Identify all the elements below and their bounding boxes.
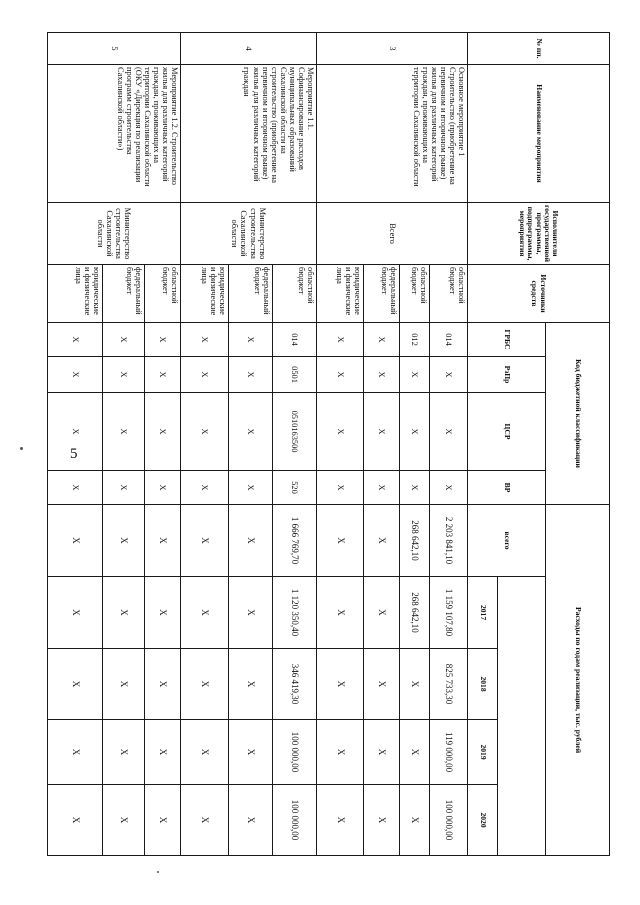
cell-total: 1 666 769,70 [273, 505, 317, 577]
cell-y2020: X [145, 785, 181, 856]
cell-csr: X [229, 393, 273, 471]
cell-y2019: X [145, 720, 181, 785]
cell-vr: 520 [273, 471, 317, 505]
table-row [430, 33, 468, 856]
cell-csr: 0510163500 [273, 393, 317, 471]
cell-vr: X [364, 471, 400, 505]
header-total: всего [468, 505, 546, 577]
cell-executor: Всего [317, 203, 468, 265]
cell-rzpr: X [229, 357, 273, 393]
header-2017: 2017 [468, 577, 498, 649]
table-body [48, 33, 468, 856]
cell-csr: X [364, 393, 400, 471]
header-grbs: ГРБС [468, 323, 546, 357]
cell-y2019: X [48, 720, 103, 785]
cell-y2018: 346 419,30 [273, 649, 317, 720]
cell-y2018: X [181, 649, 229, 720]
cell-y2018: X [145, 649, 181, 720]
cell-source: федеральный бюджет [229, 265, 273, 323]
cell-y2018: X [364, 649, 400, 720]
header-no: № пп. [468, 33, 610, 65]
cell-csr: X [430, 393, 468, 471]
cell-rzpr: X [48, 357, 103, 393]
cell-y2019: X [317, 720, 364, 785]
cell-source: областной бюджет [400, 265, 430, 323]
cell-activity-name: Основное мероприятие 1 Строительство (приобретение на первичном и вторичном рынке) жилья для различных категорий граждан, проживающих на территории Сахалинской области [317, 65, 468, 203]
cell-source: федеральный бюджет [103, 265, 145, 323]
cell-y2019: X [103, 720, 145, 785]
cell-total: X [181, 505, 229, 577]
cell-grbs: X [181, 323, 229, 357]
header-csr: ЦСР [468, 393, 546, 471]
cell-executor: Министерство строительства Сахалинской области [181, 203, 317, 265]
cell-csr: X [48, 393, 103, 471]
header-rzpr: РзПр [468, 357, 546, 393]
cell-grbs: 014 [273, 323, 317, 357]
header-2020: 2020 [468, 785, 498, 856]
cell-y2017: X [145, 577, 181, 649]
cell-total: X [229, 505, 273, 577]
cell-csr: X [103, 393, 145, 471]
header-2019: 2019 [468, 720, 498, 785]
header-2018: 2018 [468, 649, 498, 720]
cell-y2018: X [229, 649, 273, 720]
cell-y2017: X [48, 577, 103, 649]
cell-vr: X [145, 471, 181, 505]
cell-source: юридические и физические лица [181, 265, 229, 323]
cell-rzpr: X [317, 357, 364, 393]
cell-row-no: 3 [317, 33, 468, 65]
cell-row-no: 5 [48, 33, 181, 65]
cell-vr: X [181, 471, 229, 505]
header-vr: ВР [468, 471, 546, 505]
cell-grbs: X [103, 323, 145, 357]
cell-csr: X [181, 393, 229, 471]
cell-y2020: 100 000,00 [273, 785, 317, 856]
cell-grbs: 014 [430, 323, 468, 357]
cell-grbs: X [364, 323, 400, 357]
header-budget-class: Код бюджетной классификации [546, 323, 610, 505]
cell-y2017: 1 159 107,80 [430, 577, 468, 649]
cell-y2017: X [317, 577, 364, 649]
cell-grbs: 012 [400, 323, 430, 357]
cell-rzpr: X [181, 357, 229, 393]
cell-source: федеральный бюджет [364, 265, 400, 323]
cell-source: областной бюджет [273, 265, 317, 323]
header-row-1 [546, 33, 610, 856]
cell-y2020: X [317, 785, 364, 856]
cell-y2018: X [103, 649, 145, 720]
cell-total: X [317, 505, 364, 577]
cell-y2020: X [48, 785, 103, 856]
cell-y2019: X [364, 720, 400, 785]
cell-y2020: X [364, 785, 400, 856]
cell-y2019: 119 000,00 [430, 720, 468, 785]
cell-y2017: X [229, 577, 273, 649]
expenses-table [47, 32, 610, 856]
cell-source: областной бюджет [430, 265, 468, 323]
cell-total: X [145, 505, 181, 577]
cell-y2019: X [400, 720, 430, 785]
scan-speck [157, 871, 159, 873]
cell-y2017: 268 642,10 [400, 577, 430, 649]
cell-y2020: X [229, 785, 273, 856]
cell-y2017: X [181, 577, 229, 649]
cell-csr: X [317, 393, 364, 471]
cell-y2019: X [229, 720, 273, 785]
cell-vr: X [400, 471, 430, 505]
cell-y2019: X [181, 720, 229, 785]
rotated-table-area [70, 32, 610, 855]
cell-source: юридические и физические лица [48, 265, 103, 323]
cell-grbs: X [229, 323, 273, 357]
page-number: 5 [70, 446, 78, 462]
cell-total: X [364, 505, 400, 577]
cell-y2020: 100 000,00 [430, 785, 468, 856]
cell-source: областной бюджет [145, 265, 181, 323]
cell-csr: X [145, 393, 181, 471]
cell-activity-name: Мероприятие 1.1. Софинансирование расходов муниципальных образований Сахалинской области на строительство (приобретение на первичном и вторичном рынке) жилья для различных категорий граждан [181, 65, 317, 203]
cell-grbs: X [145, 323, 181, 357]
table-row [145, 33, 181, 856]
cell-rzpr: X [430, 357, 468, 393]
header-years-spacer [498, 577, 546, 856]
cell-total: X [103, 505, 145, 577]
cell-y2017: X [364, 577, 400, 649]
cell-y2017: X [103, 577, 145, 649]
cell-total: X [48, 505, 103, 577]
cell-vr: X [103, 471, 145, 505]
cell-y2018: X [317, 649, 364, 720]
cell-rzpr: 0501 [273, 357, 317, 393]
cell-activity-name: Мероприятие 1.2. Строительство жилья для различных категорий граждан, проживающих на территории Сахалинской области (ОКУ «Дирекция по реализации программ строительства Сахалинской области») [48, 65, 181, 203]
cell-grbs: X [48, 323, 103, 357]
cell-y2018: X [48, 649, 103, 720]
cell-vr: X [317, 471, 364, 505]
cell-total: 2 203 841,10 [430, 505, 468, 577]
cell-rzpr: X [103, 357, 145, 393]
cell-rzpr: X [364, 357, 400, 393]
cell-executor: Министерство строительства Сахалинской области [48, 203, 181, 265]
cell-rzpr: X [145, 357, 181, 393]
cell-y2018: 825 733,30 [430, 649, 468, 720]
header-source: Источники средств [468, 265, 610, 323]
cell-vr: X [48, 471, 103, 505]
header-expenses: Расходы по годам реализации, тыс. рублей [546, 505, 610, 856]
table-sheet [70, 32, 610, 855]
cell-y2019: 100 000,00 [273, 720, 317, 785]
header-executor: Исполнители государственной программы, подпрограммы, мероприятия [468, 203, 610, 265]
table-row [273, 33, 317, 856]
cell-csr: X [400, 393, 430, 471]
cell-row-no: 4 [181, 33, 317, 65]
scan-speck [20, 447, 23, 450]
cell-total: 268 642,10 [400, 505, 430, 577]
cell-y2020: X [103, 785, 145, 856]
cell-vr: X [430, 471, 468, 505]
cell-y2017: 1 120 350,40 [273, 577, 317, 649]
cell-source: юридические и физические лица [317, 265, 364, 323]
cell-rzpr: X [400, 357, 430, 393]
cell-y2020: X [181, 785, 229, 856]
cell-y2018: X [400, 649, 430, 720]
cell-grbs: X [317, 323, 364, 357]
header-name: Наименование мероприятия [468, 65, 610, 203]
cell-y2020: X [400, 785, 430, 856]
cell-vr: X [229, 471, 273, 505]
